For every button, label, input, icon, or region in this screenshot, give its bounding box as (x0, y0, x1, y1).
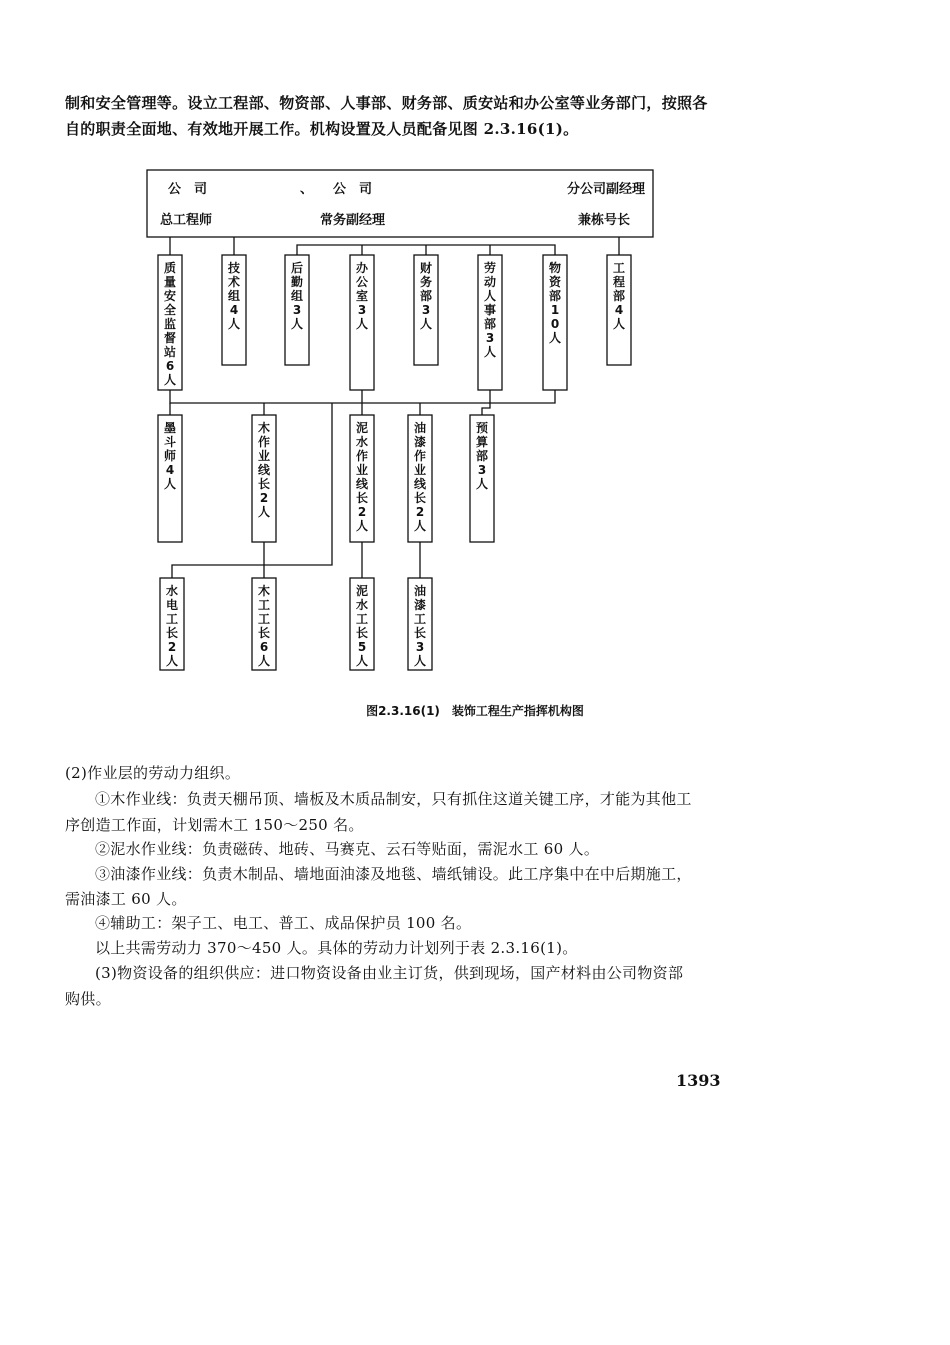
row2-box-2-label: 木作业线长 2 人 (257, 421, 271, 520)
row3-box-1-label: 水电工长 2 人 (165, 584, 179, 669)
row1-box-5-label: 财务部 3 人 (419, 261, 433, 332)
body-p6: 以上共需劳动力 370～450 人。具体的劳动力计划列于表 2.3.16(1)。 (95, 939, 578, 957)
top-right-line2: 兼栋号长 (577, 213, 630, 228)
org-chart-lines (147, 170, 653, 670)
row2-box-4-label: 油漆作业线长 2 人 (413, 421, 427, 534)
row3-box-3-label: 泥水工长 5 人 (355, 584, 369, 669)
row3-box-2-label: 木工工长 6 人 (257, 584, 271, 669)
row1-box-7-label: 物资部 1 0 人 (548, 261, 562, 346)
body-p1: (2)作业层的劳动力组织。 (65, 764, 241, 782)
body-p2a: ①木作业线：负责天棚吊顶、墙板及木质品制安，只有抓住这道关键工序，才能为其他工 (95, 790, 692, 808)
body-p3: ②泥水作业线：负责磁砖、地砖、马赛克、云石等贴面，需泥水工 60 人。 (95, 840, 600, 858)
top-mid-line2: 常务副经理 (320, 213, 386, 228)
top-mid-line1: 公 司 (333, 182, 373, 197)
body-p4b: 需油漆工 60 人。 (65, 890, 187, 908)
body-p7b: 购供。 (65, 990, 111, 1008)
top-mid-mark: 、 (300, 182, 314, 197)
intro-line-2: 自的职责全面地、有效地开展工作。机构设置及人员配备见图 2.3.16(1)。 (65, 120, 579, 138)
chart-caption: 图2.3.16(1) 装饰工程生产指挥机构图 (366, 704, 584, 718)
row1-box-4-label: 办公室 3 人 (355, 261, 369, 332)
body-p4a: ③油漆作业线：负责木制品、墙地面油漆及地毯、墙纸铺设。此工序集中在中后期施工， (95, 865, 692, 883)
row2-box-5-label: 预算部 3 人 (475, 421, 489, 492)
box-labels (164, 260, 625, 668)
row1-box-6-label: 劳动人事部 3 人 (483, 261, 497, 360)
body-p5: ④辅助工：架子工、电工、普工、成品保护员 100 名。 (95, 914, 472, 932)
top-left-line2: 总工程师 (160, 213, 213, 228)
row1-box-1-label: 质量安全监督站 6 人 (163, 261, 177, 388)
row1-box-2-label: 技术组 4 人 (227, 261, 241, 332)
intro-line-1: 制和安全管理等。设立工程部、物资部、人事部、财务部、质安站和办公室等业务部门，按照各 (65, 94, 708, 112)
body-p7a: (3)物资设备的组织供应：进口物资设备由业主订货，供到现场，国产材料由公司物资部 (95, 964, 684, 982)
body-p2b: 序创造工作面，计划需木工 150～250 名。 (65, 816, 364, 834)
top-left-line1: 公 司 (168, 182, 208, 197)
top-right-line1: 分公司副经理 (566, 182, 645, 197)
row2-box-1-label: 墨斗师 4 人 (163, 421, 177, 492)
row1-box-3-label: 后勤组 3 人 (290, 261, 304, 332)
page-number: 1393 (676, 1071, 721, 1090)
row1-box-8-label: 工程部 4 人 (612, 261, 626, 332)
row2-box-3-label: 泥水作业线长 2 人 (355, 421, 369, 534)
row3-box-4-label: 油漆工长 3 人 (413, 584, 427, 669)
